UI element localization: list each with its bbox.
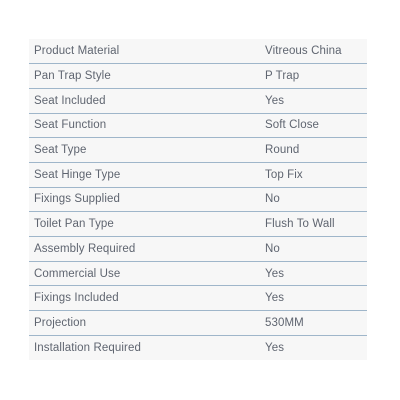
spec-value: Yes: [260, 286, 367, 311]
spec-value: 530MM: [260, 311, 367, 336]
spec-value: Soft Close: [260, 113, 367, 138]
table-row: [29, 39, 367, 64]
table-row: [29, 311, 367, 336]
table-row: [29, 237, 367, 262]
table-row: [29, 162, 367, 187]
spec-value: Flush To Wall: [260, 212, 367, 237]
spec-label: Product Material: [29, 39, 260, 64]
spec-value: No: [260, 187, 367, 212]
spec-label: Toilet Pan Type: [29, 212, 260, 237]
table-row: [29, 335, 367, 360]
spec-label: Assembly Required: [29, 237, 260, 262]
product-specifications-table: [29, 39, 367, 360]
table-row: [29, 261, 367, 286]
spec-value: Yes: [265, 341, 285, 354]
spec-value: No: [260, 237, 367, 262]
spec-label: Projection: [29, 311, 260, 336]
spec-value: P Trap: [260, 64, 367, 89]
spec-value: Yes: [260, 88, 367, 113]
spec-value: Yes: [260, 261, 367, 286]
table-row: [29, 286, 367, 311]
table-row: [29, 187, 367, 212]
spec-label: Commercial Use: [29, 261, 260, 286]
spec-label: Seat Hinge Type: [29, 162, 260, 187]
spec-label: Seat Type: [29, 138, 260, 163]
spec-value: Round: [260, 138, 367, 163]
spec-label: Installation Required: [34, 341, 141, 354]
table-row: [29, 113, 367, 138]
spec-label: Pan Trap Style: [29, 64, 260, 89]
spec-label: Seat Function: [29, 113, 260, 138]
table-row: [29, 138, 367, 163]
spec-value: Top Fix: [260, 162, 367, 187]
spec-value: Vitreous China: [260, 39, 367, 64]
table-row: [29, 64, 367, 89]
specifications-table-body: [29, 39, 367, 360]
spec-label: Fixings Supplied: [29, 187, 260, 212]
table-row: [29, 212, 367, 237]
spec-label: Seat Included: [29, 88, 260, 113]
table-row: [29, 88, 367, 113]
spec-label: Fixings Included: [29, 286, 260, 311]
